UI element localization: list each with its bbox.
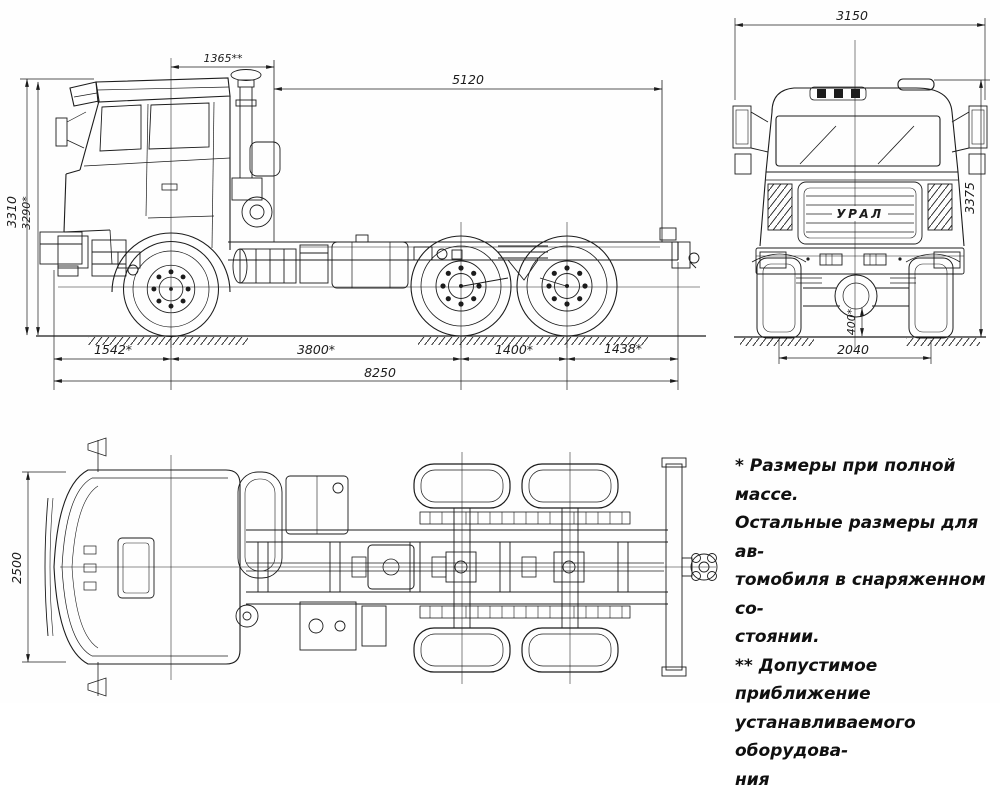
top-view — [9, 438, 717, 696]
dim-wheelbase: 3800* — [297, 342, 335, 357]
front-view — [733, 8, 990, 364]
dim-front-height: 3375 — [962, 182, 977, 214]
side-bogie-suspension — [463, 246, 566, 286]
front-grille — [768, 182, 952, 244]
dim-height-laden: 3290* — [20, 196, 33, 230]
dim-front-overhang: 1542* — [94, 342, 132, 357]
plan-front-bumper — [45, 498, 53, 636]
side-tow-hitch — [660, 228, 699, 268]
side-view — [4, 52, 706, 390]
dim-cab-width: 2500 — [9, 552, 24, 584]
plan-equipment — [236, 472, 386, 650]
footnotes — [735, 452, 997, 794]
dim-track: 2040 — [837, 342, 869, 357]
side-centerlines — [58, 58, 700, 348]
footnote-line: томобиля в снаряженном со- — [735, 566, 997, 623]
footnote-line: * Размеры при полной массе. — [735, 452, 997, 509]
footnote-line: Остальные размеры для ав- — [735, 509, 997, 566]
footnote-line: ния — [735, 766, 997, 794]
front-bumper — [756, 248, 964, 274]
dim-bogie-base: 1400* — [495, 342, 533, 357]
dim-overall-length: 8250 — [364, 365, 396, 380]
dim-ground-clearance: 400* — [845, 308, 858, 335]
dim-frame-space: 5120 — [452, 72, 484, 87]
side-frame — [228, 242, 678, 260]
footnote-line: стоянии. — [735, 623, 997, 652]
front-dimension-labels — [836, 8, 977, 357]
dim-rear-overhang: 1438* — [604, 341, 642, 356]
grille-logo: УРАЛ — [836, 207, 883, 221]
side-dimension-labels — [4, 52, 642, 380]
footnote-line: устанавливаемого оборудова- — [735, 709, 997, 766]
dim-overall-height: 3310 — [4, 196, 19, 228]
footnote-line: ** Допустимое приближение — [735, 652, 997, 709]
dim-equipment-approach: 1365** — [204, 52, 243, 65]
side-front-gear — [40, 232, 140, 276]
plan-dimensions — [22, 472, 66, 662]
side-equipment — [233, 235, 462, 288]
dim-overall-width: 3150 — [836, 8, 868, 23]
side-air-intake — [231, 70, 280, 228]
